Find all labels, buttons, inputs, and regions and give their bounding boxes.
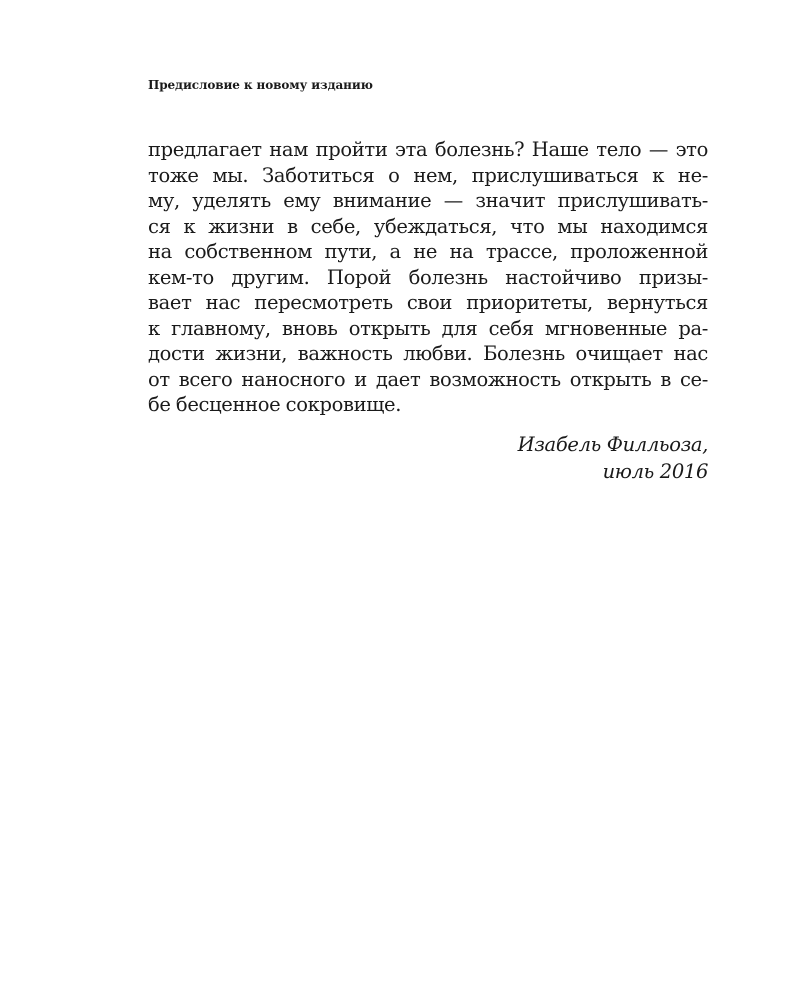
- text-line: ся к жизни в себе, убеждаться, что мы находимся: [148, 214, 708, 238]
- running-header: Предисловие к новому изданию: [148, 78, 373, 92]
- text-line: кем-то другим. Порой болезнь настойчиво призы-: [148, 265, 708, 289]
- text-line: на собственном пути, а не на трассе, проложенной: [148, 240, 708, 263]
- text-line: тоже мы. Заботиться о нем, прислушиваться к не-: [148, 163, 708, 187]
- text-line: от всего наносного и дает возможность открыть в се-: [148, 367, 708, 391]
- text-line: вает нас пересмотреть свои приоритеты, вернуться: [148, 291, 708, 314]
- text-line: бе бесценное сокровище.: [148, 393, 402, 416]
- text-line: му, уделять ему внимание — значит прислушивать-: [148, 189, 708, 212]
- text-line: к главному, вновь открыть для себя мгновенные ра-: [148, 316, 708, 340]
- signature-block: [518, 431, 708, 485]
- text-line: дости жизни, важность любви. Болезнь очищает нас: [148, 342, 708, 365]
- signature-author: Изабель Филльоза,: [517, 433, 708, 456]
- signature-date: июль 2016: [602, 460, 708, 483]
- body-paragraph: [148, 137, 708, 418]
- text-line: предлагает нам пройти эта болезнь? Наше тело — это: [148, 138, 708, 161]
